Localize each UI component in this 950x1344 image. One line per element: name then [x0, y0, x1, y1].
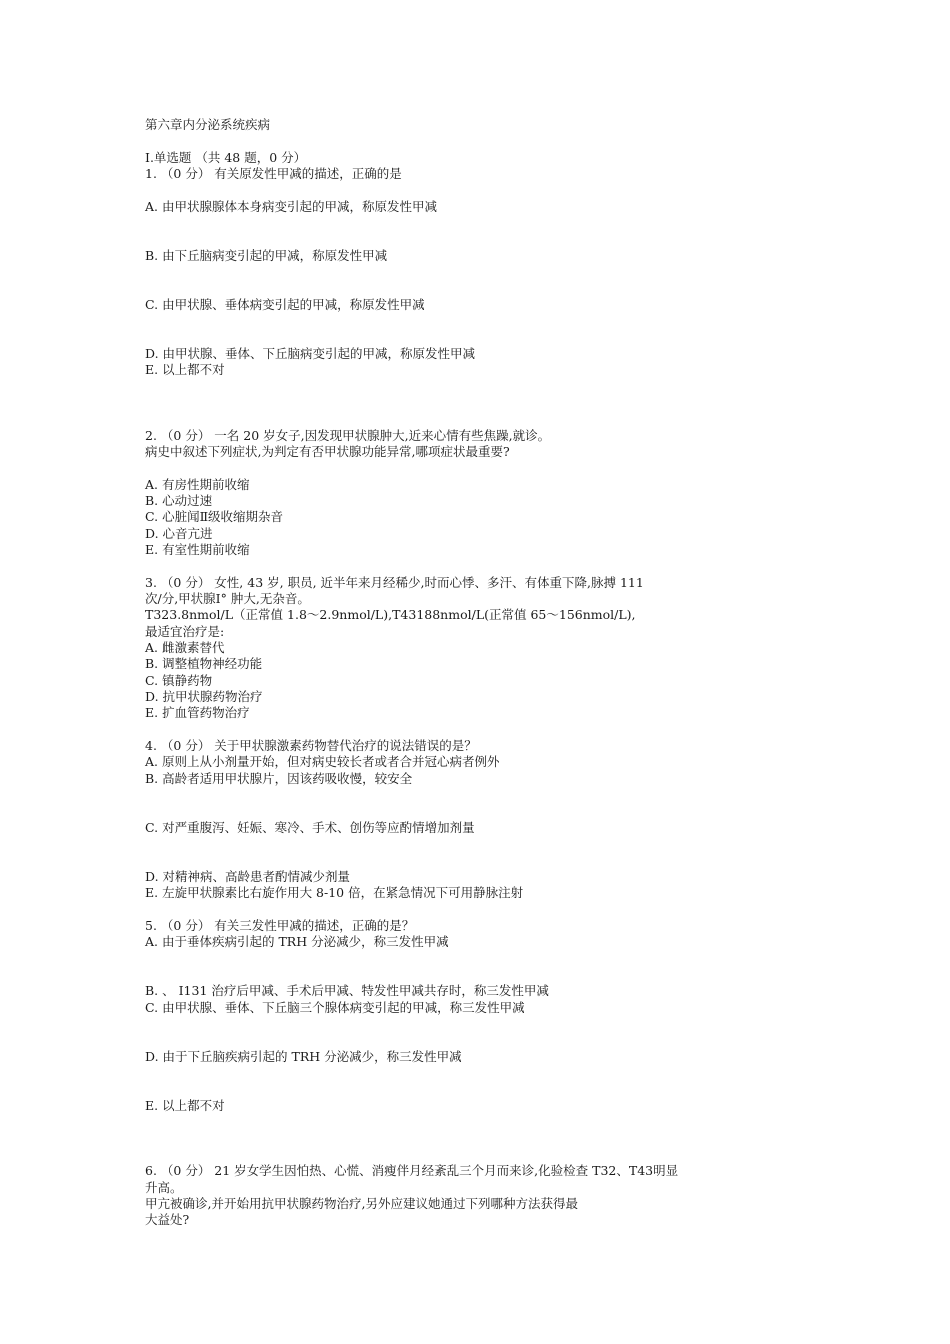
question-3-option-e: E. 扩血管药物治疗 — [145, 705, 250, 720]
question-1-option-b: B. 由下丘脑病变引起的甲减，称原发性甲减 — [145, 248, 388, 263]
question-1-option-d: D. 由甲状腺、垂体、下丘脑病变引起的甲减，称原发性甲减 — [145, 346, 476, 361]
question-6-stem-line-1: 6. （0 分） 21 岁女学生因怕热、心慌、消瘦伴月经紊乱三个月而来诊,化验检查 T32、T43明显 — [145, 1163, 679, 1178]
question-5-option-e: E. 以上都不对 — [145, 1098, 225, 1113]
question-1-option-e: E. 以上都不对 — [145, 362, 225, 377]
question-4-option-c: C. 对严重腹泻、妊娠、寒冷、手术、创伤等应酌情增加剂量 — [145, 820, 475, 835]
question-3-stem-line-1: 3. （0 分） 女性, 43 岁, 职员, 近半年来月经稀少,时而心悸、多汗、有体重下降,脉搏 111 — [145, 575, 644, 590]
question-3-option-c: C. 镇静药物 — [145, 673, 213, 688]
question-5-option-b: B. 、 I131 治疗后甲减、手术后甲减、特发性甲减共存时，称三发性甲减 — [145, 983, 549, 998]
question-5-option-a: A. 由于垂体疾病引起的 TRH 分泌减少，称三发性甲减 — [145, 934, 449, 949]
question-1-stem: 1. （0 分） 有关原发性甲减的描述，正确的是 — [145, 166, 402, 181]
question-6-stem-line-4: 大益处? — [145, 1212, 190, 1227]
question-5-option-d: D. 由于下丘脑疾病引起的 TRH 分泌减少，称三发性甲减 — [145, 1049, 462, 1064]
section-heading: I.单选题 （共 48 题，0 分） — [145, 150, 307, 165]
question-2-option-e: E. 有室性期前收缩 — [145, 542, 250, 557]
question-4-option-b: B. 高龄者适用甲状腺片，因该药吸收慢，较安全 — [145, 771, 413, 786]
question-5-stem: 5. （0 分） 有关三发性甲减的描述，正确的是？ — [145, 918, 415, 933]
question-3-stem-line-4: 最适宜治疗是: — [145, 624, 225, 639]
question-6-stem-line-2: 升高。 — [145, 1180, 183, 1195]
question-2-stem-line-1: 2. （0 分） 一名 20 岁女子,因发现甲状腺肿大,近来心情有些焦躁,就诊。 — [145, 428, 551, 443]
question-3-stem-line-2: 次/分,甲状腺Ⅰ° 肿大,无杂音。 — [145, 591, 310, 606]
question-2-stem-line-2: 病史中叙述下列症状,为判定有否甲状腺功能异常,哪项症状最重要? — [145, 444, 510, 459]
question-5-option-c: C. 由甲状腺、垂体、下丘脑三个腺体病变引起的甲减，称三发性甲减 — [145, 1000, 525, 1015]
question-4-stem: 4. （0 分） 关于甲状腺激素药物替代治疗的说法错误的是？ — [145, 738, 477, 753]
question-3-option-b: B. 调整植物神经功能 — [145, 656, 263, 671]
question-1-option-c: C. 由甲状腺、垂体病变引起的甲减，称原发性甲减 — [145, 297, 425, 312]
question-2-option-d: D. 心音亢进 — [145, 526, 213, 541]
question-2-option-b: B. 心动过速 — [145, 493, 213, 508]
question-4-option-d: D. 对精神病、高龄患者酌情减少剂量 — [145, 869, 351, 884]
question-3-option-a: A. 雌激素替代 — [145, 640, 225, 655]
question-2-option-a: A. 有房性期前收缩 — [145, 477, 250, 492]
question-6-stem-line-3: 甲亢被确诊,并开始用抗甲状腺药物治疗,另外应建议她通过下列哪种方法获得最 — [145, 1196, 578, 1211]
chapter-title: 第六章内分泌系统疾病 — [145, 117, 271, 132]
question-3-stem-line-3: T323.8nmol/L（正常值 1.8～2.9nmol/L),T43188nmol/L(正常值 65～156nmol/L), — [145, 607, 636, 622]
question-4-option-e: E. 左旋甲状腺素比右旋作用大 8-10 倍，在紧急情况下可用静脉注射 — [145, 885, 524, 900]
question-2-option-c: C. 心脏闻Ⅱ级收缩期杂音 — [145, 509, 284, 524]
question-3-option-d: D. 抗甲状腺药物治疗 — [145, 689, 263, 704]
question-4-option-a: A. 原则上从小剂量开始，但对病史较长者或者合并冠心病者例外 — [145, 754, 500, 769]
question-1-option-a: A. 由甲状腺腺体本身病变引起的甲减，称原发性甲减 — [145, 199, 437, 214]
